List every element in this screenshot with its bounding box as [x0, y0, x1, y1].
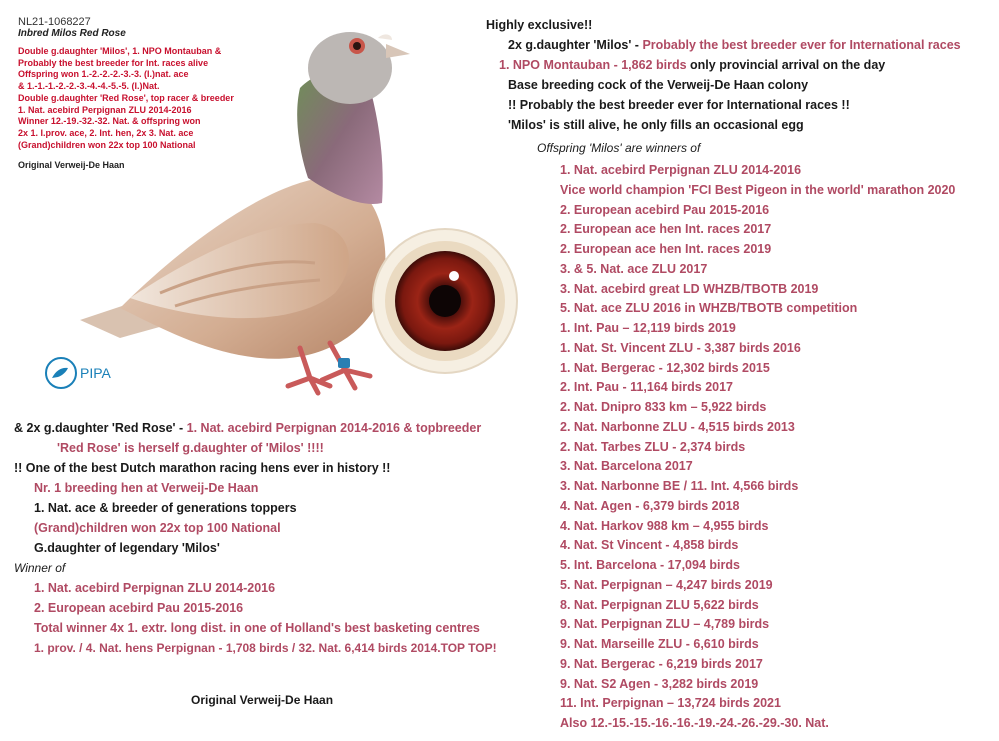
- info-line: Winner 12.-19.-32.-32. Nat. & offspring won: [18, 116, 201, 127]
- info-line: (Grand)children won 22x top 100 National: [18, 139, 196, 150]
- list-item: 1. Nat. acebird Perpignan ZLU 2014-2016: [560, 163, 802, 177]
- list-item: 9. Nat. Marseille ZLU - 6,610 birds: [560, 637, 759, 651]
- info-line: 1. Nat. acebird Perpignan ZLU 2014-2016: [18, 104, 192, 115]
- list-item: 1. Int. Pau – 12,119 birds 2019: [560, 321, 736, 335]
- red-rose-line: 'Red Rose' is herself g.daughter of 'Milos' !!!!: [57, 441, 324, 455]
- origin-label: Original Verweij-De Haan: [18, 160, 125, 170]
- info-line: Probably the best breeder for Int. races alive: [18, 57, 209, 68]
- list-item: 4. Nat. Agen - 6,379 birds 2018: [560, 498, 740, 513]
- list-item: 4. Nat. St Vincent - 4,858 birds: [560, 538, 739, 553]
- list-item: 1. Nat. Bergerac - 12,302 birds 2015: [560, 360, 770, 375]
- ring-number: NL21-1068227: [18, 16, 91, 28]
- montauban-highlight: 1. NPO Montauban - 1,862 birds: [499, 58, 687, 72]
- info-line: & 1.-1.-1.-2.-2.-3.-4.-4.-5.-5. (I.)Nat.: [18, 81, 160, 92]
- montauban-line: [499, 58, 885, 72]
- alive-line: 'Milos' is still alive, he only fills an occasional egg: [508, 118, 804, 132]
- sire-prefix: 2x g.daughter 'Milos' -: [508, 38, 643, 52]
- list-item: 1. Nat. St. Vincent ZLU - 3,387 birds 2016: [560, 340, 801, 355]
- list-item: 2. European ace hen Int. races 2017: [560, 222, 772, 237]
- win-line: 2. European acebird Pau 2015-2016: [34, 601, 244, 615]
- base-line: Base breeding cock of the Verweij-De Haan colony: [508, 78, 809, 92]
- breeding-hen-line: Nr. 1 breeding hen at Verweij-De Haan: [34, 481, 259, 495]
- highlight-title: Highly exclusive!!: [486, 18, 593, 32]
- list-item: 8. Nat. Perpignan ZLU 5,622 birds: [560, 597, 759, 612]
- list-item: 3. & 5. Nat. ace ZLU 2017: [560, 261, 708, 276]
- list-item: 9. Nat. S2 Agen - 3,282 birds 2019: [560, 676, 759, 691]
- offspring-title: Offspring 'Milos' are winners of: [537, 141, 701, 155]
- info-line: Offspring won 1.-2.-2.-2.-3.-3. (I.)nat. ace: [18, 69, 189, 80]
- bird-name: Inbred Milos Red Rose: [18, 28, 126, 39]
- list-item: 2. European acebird Pau 2015-2016: [560, 202, 770, 217]
- dam-line: [14, 421, 481, 435]
- montauban-rest: only provincial arrival on the day: [686, 58, 886, 72]
- legendary-line: G.daughter of legendary 'Milos': [34, 541, 220, 555]
- probably-line: !! Probably the best breeder ever for International races !!: [508, 98, 850, 112]
- pipa-logo-text: PIPA: [80, 365, 111, 381]
- list-item: Also 12.-15.-15.-16.-16.-19.-24.-26.-29.-30. Nat.: [560, 716, 829, 730]
- ace-breeder-line: 1. Nat. ace & breeder of generations toppers: [34, 501, 297, 515]
- pipa-logo-icon: [44, 356, 78, 390]
- list-item: 2. Int. Pau - 11,164 birds 2017: [560, 380, 734, 395]
- info-line: 2x 1. I.prov. ace, 2. Int. hen, 2x 3. Nat. ace: [18, 127, 194, 138]
- list-item: 2. European ace hen Int. races 2019: [560, 242, 772, 256]
- info-line: Double g.daughter 'Milos', 1. NPO Montauban &: [18, 46, 222, 56]
- origin-label: Original Verweij-De Haan: [191, 693, 334, 707]
- list-item: Vice world champion 'FCI Best Pigeon in the world' marathon 2020: [560, 182, 956, 197]
- list-item: 3. Nat. Narbonne BE / 11. Int. 4,566 birds: [560, 479, 799, 493]
- info-line: Double g.daughter 'Red Rose', top racer & breeder: [18, 92, 234, 103]
- sire-line: [508, 38, 961, 52]
- best-line: !! One of the best Dutch marathon racing hens ever in history !!: [14, 461, 391, 475]
- win-line: Total winner 4x 1. extr. long dist. in one of Holland's best basketing centres: [34, 621, 480, 635]
- sire-highlight: Probably the best breeder ever for International races: [642, 38, 961, 52]
- list-item: 4. Nat. Harkov 988 km – 4,955 birds: [560, 518, 769, 533]
- list-item: 3. Nat. acebird great LD WHZB/TBOTB 2019: [560, 281, 819, 296]
- list-item: 2. Nat. Tarbes ZLU - 2,374 birds: [560, 439, 746, 454]
- list-item: 3. Nat. Barcelona 2017: [560, 459, 693, 474]
- list-item: 9. Nat. Bergerac - 6,219 birds 2017: [560, 656, 763, 671]
- eye-image: [372, 228, 518, 374]
- list-item: 9. Nat. Perpignan ZLU – 4,789 birds: [560, 617, 770, 632]
- pigeon-image: [60, 8, 420, 400]
- dam-highlight: 1. Nat. acebird Perpignan 2014-2016 & topbreeder: [186, 421, 482, 435]
- win-line: 1. Nat. acebird Perpignan ZLU 2014-2016: [34, 581, 276, 595]
- winner-of-label: Winner of: [14, 561, 66, 575]
- winners-list: [560, 161, 955, 734]
- list-item: 2. Nat. Dnipro 833 km – 5,922 birds: [560, 400, 767, 414]
- list-item: 5. Nat. ace ZLU 2016 in WHZB/TBOTB competition: [560, 301, 858, 316]
- grandchildren-line: (Grand)children won 22x top 100 National: [34, 521, 281, 535]
- dam-prefix: & 2x g.daughter 'Red Rose' -: [14, 421, 187, 435]
- list-item: 5. Nat. Perpignan – 4,247 birds 2019: [560, 577, 773, 592]
- list-item: 11. Int. Perpignan – 13,724 birds 2021: [560, 696, 781, 711]
- list-item: 2. Nat. Narbonne ZLU - 4,515 birds 2013: [560, 419, 795, 434]
- list-item: 5. Int. Barcelona - 17,094 birds: [560, 558, 740, 572]
- win-line: 1. prov. / 4. Nat. hens Perpignan - 1,708 birds / 32. Nat. 6,414 birds 2014.TOP TOP!: [34, 641, 497, 655]
